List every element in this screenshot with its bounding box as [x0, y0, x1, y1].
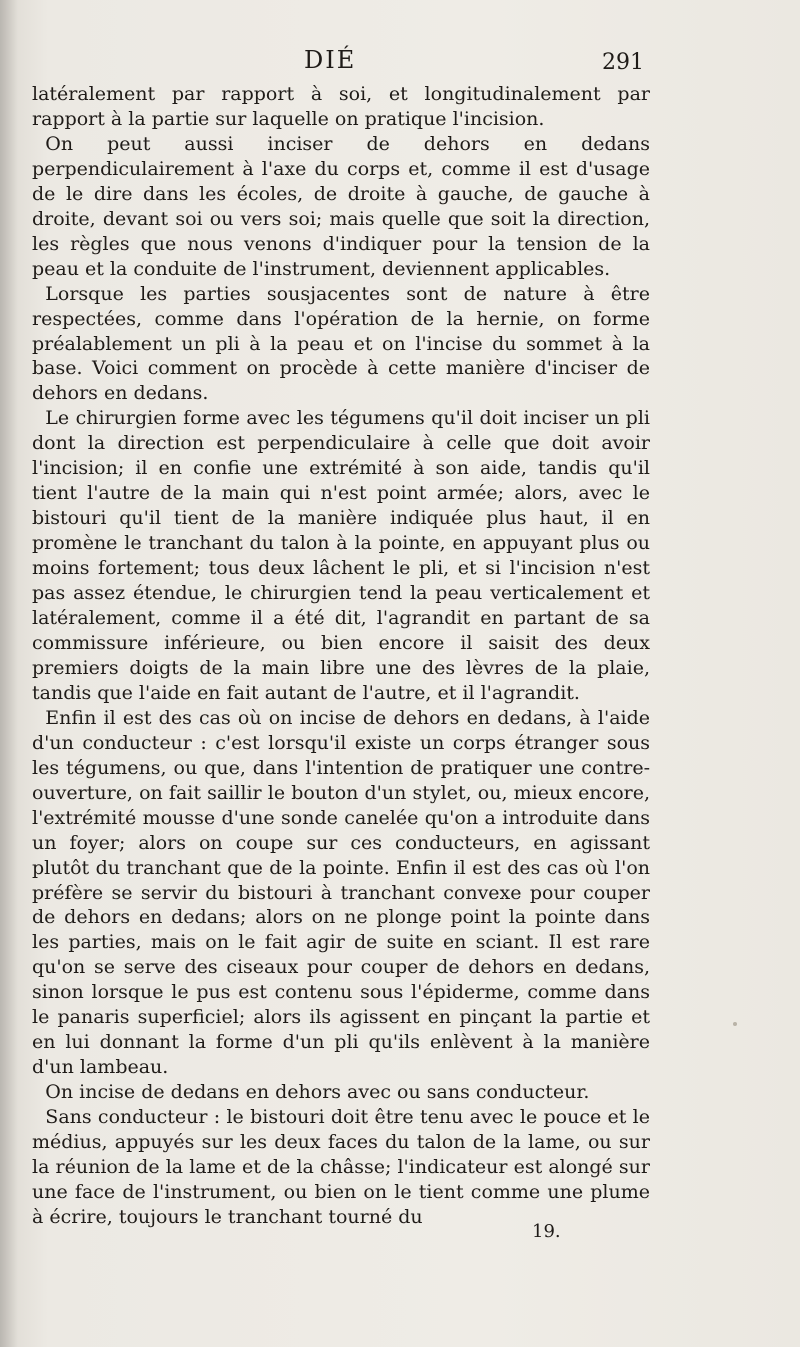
body-text: [32, 82, 650, 1230]
running-head: [0, 46, 800, 80]
paper-speck: [733, 1022, 737, 1026]
paragraph-4: Le chirurgien forme avec les tégumens qu'il doit inciser un pli dont la direction est perpendiculaire à celle que doit avoir l'incision; il en confie une extrémité à son aide, tandis qu'il tient l'autre de la main qui n'est point armée; alors, avec le bistouri qu'il tient de la manière indiquée plus haut, il en promène le tranchant du talon à la pointe, en appuyant plus ou moins fortement; tous deux lâchent le pli, et si l'incision n'est pas assez étendue, le chirurgien tend la peau verticalement et latéralement, comme il a été dit, l'agrandit en partant de sa commissure inférieure, ou bien encore il saisit des deux premiers doigts de la main libre une des lèvres de la plaie, tandis que l'aide en fait autant de l'autre, et il l'agrandit.: [32, 407, 650, 704]
paragraph-3: Lorsque les parties sousjacentes sont de nature à être respectées, comme dans l'opération de la hernie, on forme préalablement un pli à la peau et on l'incise du sommet à la base. Voici comment on procède à cette manière d'inciser de dehors en dedans.: [32, 282, 650, 405]
paragraph-7: Sans conducteur : le bistouri doit être tenu avec le pouce et le médius, appuyés sur les deux faces du talon de la lame, ou sur la réunion de la lame et de la châsse; l'indicateur est alongé sur une face de l'instrument, ou bien on le tient comme une plume à écrire, toujours le tranchant tourné du: [32, 1106, 650, 1228]
signature-mark: 19.: [532, 1221, 561, 1242]
paragraph-2: On peut aussi inciser de dehors en dedans perpendiculairement à l'axe du corps et, comme il est d'usage de le dire dans les écoles, de droite à gauche, de gauche à droite, devant soi ou vers soi; mais quelle que soit la direction, les règles que nous venons d'indiquer pour la tension de la peau et la conduite de l'instrument, deviennent applicables.: [32, 132, 650, 280]
spine-shadow: [0, 0, 18, 1347]
paragraph-5: Enfin il est des cas où on incise de dehors en dedans, à l'aide d'un conducteur : c'est lorsqu'il existe un corps étranger sous les tégumens, ou que, dans l'intention de pratiquer une contre-ouverture, on fait saillir le bouton d'un stylet, ou, mieux encore, l'extrémité mousse d'une sonde canelée qu'on a introduite dans un foyer; alors on coupe sur ces conducteurs, en agissant plutôt du tranchant que de la pointe. Enfin il est des cas où l'on préfère se servir du bistouri à tranchant convexe pour couper de dehors en dedans; alors on ne plonge point la pointe dans les parties, mais on le fait agir de suite en sciant. Il est rare qu'on se serve des ciseaux pour couper de dehors en dedans, sinon lorsque le pus est contenu sous l'épiderme, comme dans le panaris superficiel; alors ils agissent en pinçant la partie et en lui donnant la forme d'un pli qu'ils enlèvent à la manière d'un lambeau.: [32, 706, 650, 1079]
paragraph-6: On incise de dedans en dehors avec ou sans conducteur.: [45, 1081, 590, 1104]
page-number: 291: [602, 50, 644, 75]
running-head-title: DIÉ: [304, 46, 357, 74]
paragraph-1: latéralement par rapport à soi, et longitudinalement par rapport à la partie sur laquelle on pratique l'incision.: [32, 83, 650, 130]
